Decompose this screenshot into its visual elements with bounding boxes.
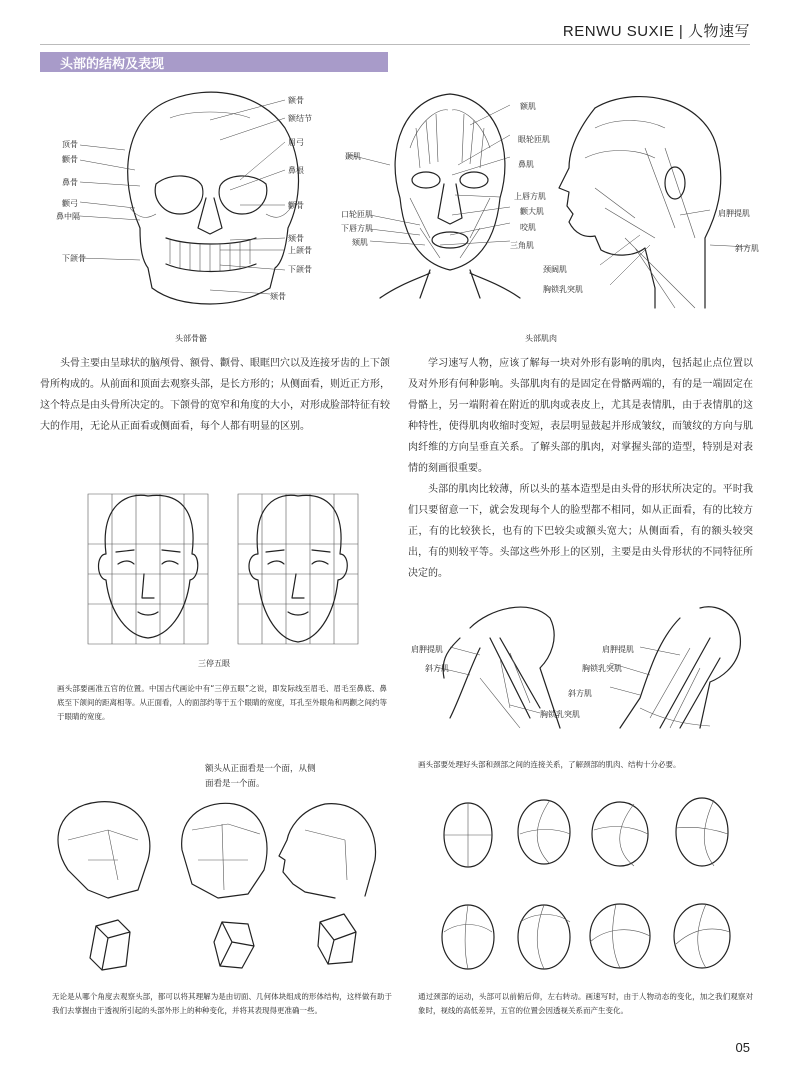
label-nasalis: 鼻肌 — [518, 160, 534, 169]
label-chin-bone: 颏骨 — [288, 234, 304, 243]
label-depressor: 下唇方肌 — [341, 224, 373, 233]
label-levator: 上唇方肌 — [514, 192, 546, 201]
skull-leaders — [80, 90, 310, 310]
label-brow-arch: 眉弓 — [288, 138, 304, 147]
label-trapezius: 斜方肌 — [735, 244, 759, 253]
label-lower-jaw: 下颌骨 — [288, 265, 312, 274]
proportion-paragraph: 画头部要画准五官的位置。中国古代画论中有“三停五眼”之说，即发际线至眉毛、眉毛至鼻底、鼻底至下颌间的距离相等。从正面看，人的面部约等于五个眼睛的宽度，耳孔至外眼角和两颧之间约等于眼睛的宽度。 — [57, 684, 387, 721]
label-zygomatic: 颧骨 — [62, 155, 78, 164]
label-orbicularis-oris: 口轮匝肌 — [341, 210, 373, 219]
neck-label-levator-r: 肩胛提肌 — [602, 645, 634, 654]
muscle-paragraph: 学习速写人物，应该了解每一块对外形有影响的肌肉，包括起止点位置以及对外形有何种影响。头部肌肉有的是固定在骨骼两端的，有的是一端固定在骨骼上，另一端附着在附近的肌肉或表皮上，尤其是表情肌，由于表情肌的这种特性，使得肌肉收缩时变短，表层明显鼓起并形成皱纹，而皱纹的方向与肌肉纤维的方向呈垂直关系。了解头部的肌肉，对掌握头部的造型，特别是对表情的刻画很重要。 头部的肌肉比较薄，所以头的基本造型是由头骨的形状所决定的。平时我们只要留意一下，就会发现每个人的脸型都不相同，如从正面看，有的比较方正，有的比较狭长，也有的下巴较尖或额头宽大；从侧面看，有的额头较突出，有的则较平等。头部这些外形上的区别，主要是由头骨形状的不同特征所决定的。 — [408, 358, 753, 579]
label-zygomatic-r: 颧骨 — [288, 201, 304, 210]
label-temporalis: 颞肌 — [345, 152, 361, 161]
neck-label-scm: 胸锁乳突肌 — [540, 710, 580, 719]
label-scm: 胸锁乳突肌 — [543, 285, 583, 294]
plane-cube-1 — [88, 918, 132, 972]
label-frontal: 额骨 — [288, 96, 304, 105]
neck-label-levator: 肩胛提肌 — [411, 645, 443, 654]
proportion-caption: 三停五眼 — [198, 659, 230, 668]
ovals-paragraph: 通过颈部的运动，头部可以前俯后仰，左右转动。画速写时，由于人物动态的变化，加之我们观察对象时，视线的高低差异，五官的位置会因透视关系而产生变化。 — [418, 992, 753, 1015]
neck-label-scm-r: 胸锁乳突肌 — [582, 664, 622, 673]
label-orbicularis-oculi: 眼轮匝肌 — [518, 135, 550, 144]
plane-head-1 — [48, 800, 158, 900]
oval-heads-row-2 — [440, 892, 750, 982]
header-rule — [40, 44, 750, 45]
label-nasal: 鼻骨 — [62, 178, 78, 187]
label-mentalis: 颏肌 — [352, 238, 368, 247]
label-chin: 颏骨 — [270, 292, 286, 301]
label-maxilla: 上颌骨 — [288, 246, 312, 255]
muscle-caption: 头部肌肉 — [525, 334, 557, 343]
planes-note-2: 面看是一个面。 — [205, 779, 265, 789]
proportion-face-long — [238, 494, 358, 644]
planes-paragraph: 无论是从哪个角度去观察头部，都可以将其理解为是由切面、几何体块组成的形体结构，这样做有助于我们去掌握由于透视所引起的头部外形上的种种变化，并将其表现得更准确一些。 — [52, 992, 392, 1015]
running-header: RENWU SUXIE | 人物速写 — [562, 23, 750, 40]
planes-note-1: 额头从正面看是一个面，从侧 — [205, 764, 316, 774]
proportion-face-front — [88, 494, 208, 644]
plane-cube-2 — [212, 918, 256, 972]
plane-cube-3 — [316, 912, 360, 966]
section-title: 头部的结构及表现 — [60, 57, 165, 72]
label-triangular: 三角肌 — [510, 241, 534, 250]
label-frontalis: 额肌 — [520, 102, 536, 111]
neck-caption: 画头部要处理好头部和颈部之间的连接关系，了解颈部的肌肉、结构十分必要。 — [418, 760, 681, 769]
label-nasal-root: 鼻根 — [288, 166, 304, 175]
label-platysma: 颈阔肌 — [543, 265, 567, 274]
neck-label-trapezius: 斜方肌 — [425, 664, 449, 673]
page-number: 05 — [735, 1040, 750, 1055]
plane-head-2 — [168, 800, 278, 900]
label-levator-scapulae: 肩胛提肌 — [718, 209, 750, 218]
skull-caption: 头部骨骼 — [175, 334, 207, 343]
label-masseter: 咬肌 — [520, 223, 536, 232]
label-zygomatic-arch: 颧弓 — [62, 199, 78, 208]
label-zygomaticus: 颧大肌 — [520, 207, 544, 216]
neck-label-trapezius-r: 斜方肌 — [568, 689, 592, 698]
oval-heads-row-1 — [440, 790, 750, 880]
plane-head-3 — [275, 800, 385, 900]
label-parietal: 顶骨 — [62, 140, 78, 149]
skull-paragraph: 头骨主要由呈球状的脑颅骨、额骨、颧骨、眼眶凹穴以及连接牙齿的上下颌骨所构成的。从前面和顶面去观察头部，是长方形的；从侧面看，则近正方形，这个特点是由头骨所决定的。下颌骨的宽窄和角度的大小，对形成脸部特征有较大的作用，无论从正面看或侧面看，每个人都有明显的区别。 — [40, 358, 390, 432]
label-frontal-tuber: 额结节 — [288, 114, 312, 123]
label-nasal-septum: 鼻中隔 — [56, 212, 80, 221]
label-mandible: 下颌骨 — [62, 254, 86, 263]
